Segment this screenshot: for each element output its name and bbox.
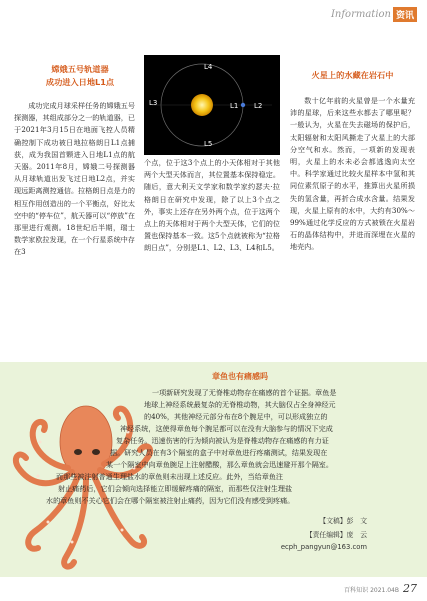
label-l4: L4 [204,63,213,71]
label-l1: L1 [230,102,239,110]
section-label-en: Information [330,8,391,20]
article1-col2-text: 个点，位于这3个点上的小天体相对于其他两个大型天体而言，其位置基本保持稳定。随后，意大利天文学家和数学家约瑟夫·拉格朗日在研究中发现，除了以上3个点之外，事实上还存在另外两个点，位于这两个点上的天体相对于两个大型天体，它们的位置也保持基本一致。这5个点就被称为“拉格朗日点”，分别是L1、L2、L3、L4和L5。 [144,158,280,253]
article1-title-line2: 成功进入日地L1点 [45,77,115,87]
article3-line: 而那些被注射普通生理盐水的章鱼则未出现上述反应。此外，当给章鱼注 [56,472,283,481]
magazine-issue: 百科知识 2021.04B [344,587,399,594]
section-header [331,6,417,22]
article3-line: 射止痛药后，它们会倾向选择能立即缓解疼痛的隔室，而那些仅注射生理盐 [58,484,293,493]
earth-icon [241,103,245,107]
section-label-zh: 资讯 [393,7,417,22]
article3-line: 某一个隔室中向章鱼腕足上注射醋酸，那么章鱼就会迅速避开那个隔室。 [106,460,333,469]
article3-line: 一项新研究发现了无脊椎动物存在痛感的首个证据。章鱼是 [152,388,337,397]
page-footer [344,582,417,595]
credit-text: 【文稿】彭 文 [319,517,367,525]
label-l5: L5 [204,140,213,148]
sun-icon [191,94,213,116]
label-l3: L3 [149,99,158,107]
credit-email: ecph_pangyun@163.com [280,543,367,551]
article1-column1 [14,100,135,259]
article3-title: 章鱼也有痛感吗 [212,372,268,381]
article3-line: 地球上神经系统最复杂的无脊椎动物，其大脑仅占全身神经元 [144,400,336,409]
octopus-eye [92,449,100,455]
article3-line: 据。研究人员在有3个隔室的盒子中对章鱼进行疼痛测试，结果发现在 [110,448,328,457]
label-l2: L2 [254,102,263,110]
article3-line: 水的章鱼则不关心它们会在哪个隔室被注射止痛药，因为它们没有感受到疼痛。 [46,496,295,505]
article1-title-line1: 嫦娥五号轨道器 [51,64,109,74]
article3-line: 复杂任务。迅速伤害的行为倾向被认为是脊椎动物存在痛感的有力证 [116,436,329,445]
lagrange-diagram [144,55,280,155]
article1-col1-text: 成功完成月球采样任务的嫦娥五号探测器，其组成部分之一的轨道器，已于2021年3月15日在地面飞控人员精确控制下成功被日地拉格朗日L1点捕获，成为我国首颗进入日地L1点的航天器。2011年8月，嫦娥二号探测器从月球轨道出发飞过日地L2点，并实现远距离测控通信。拉格朗日点是力的相互作用创造出的一个平衡点，好比太空中的“停车位”，航天器可以“停放”在那里进行观测。18世纪后半期，瑞士数学家欧拉发现，在一个行星系统中存在3 [14,101,135,257]
article1-column2 [144,157,280,255]
octopus-eye [74,449,82,455]
article1-title [30,63,130,89]
article2-column [290,95,415,254]
article3-line: 神经系统，这使得章鱼每个腕足都可以在没有大脑参与的情况下完成 [120,424,333,433]
article2-title: 火星上的水藏在岩石中 [311,70,394,80]
article3-line: 的40%，其他神经元部分布在8个腕足中，可以形成独立的 [144,412,328,421]
page-number: 27 [403,582,417,595]
article2-text: 数十亿年前的火星曾是一个水量充沛的星球，后来这些水都去了哪里呢？一般认为，火星在失去磁场的保护后，太阳辐射和太阳风撕走了火星上的大部分空气和水。然而，一项新的发现表明，火星上的水未必会都逃逸向太空中。科学家通过比较火星样本中氢和其同位素氘原子的水平，推算出火星所损失的氢含量，再折合成水含量。结果发现，火星上原有的水中，大约有30%～99%通过化学反应的方式被锁在火星岩石的晶体结构中，并进而深埋在火星的地壳内。 [290,96,415,252]
credit-editor: 【责任编辑】庞 云 [305,531,367,539]
